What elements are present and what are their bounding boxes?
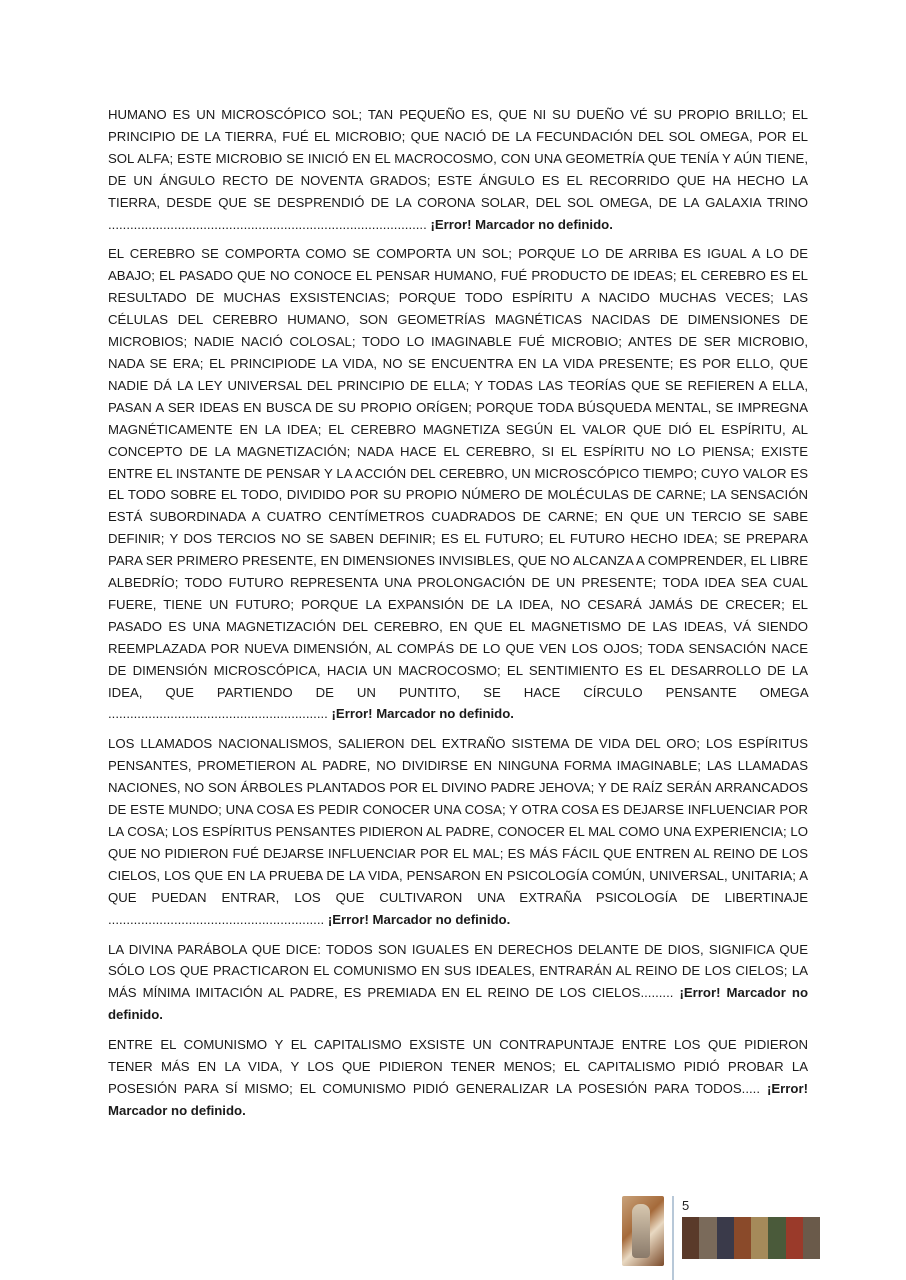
bookmark-error: ¡Error! Marcador no definido. <box>327 911 511 927</box>
dot-leader: ............................................................ <box>108 706 332 722</box>
collage-tile <box>768 1217 785 1259</box>
paragraph-text: ENTRE EL COMUNISMO Y EL CAPITALISMO EXSISTE UN CONTRAPUNTAJE ENTRE LOS QUE PIDIERON TENER MÁS EN LA VIDA, Y LOS QUE PIDIERON TENER MENOS; EL CAPITALISMO PIDIÓ PROBAR LA POSESIÓN PARA SÍ MISMO; EL COMUNISMO PIDIÓ GENERALIZAR LA POSESIÓN PARA TODOS <box>108 1037 808 1096</box>
footer-divider <box>672 1196 674 1280</box>
collage-tile <box>682 1217 699 1259</box>
paragraph-5 <box>108 1034 808 1122</box>
collage-tile <box>699 1217 716 1259</box>
paragraph-text: HUMANO ES UN MICROSCÓPICO SOL; TAN PEQUEÑO ES, QUE NI SU DUEÑO VÉ SU PROPIO BRILLO; EL PRINCIPIO DE LA TIERRA, FUÉ EL MICROBIO; QUE NACIÓ DE LA FECUNDACIÓN DEL SOL OMEGA, POR EL SOL ALFA; ESTE MICROBIO SE INICIÓ EN EL MACROCOSMO, CON UNA GEOMETRÍA QUE TENÍA Y AÚN TIENE, DE UN ÁNGULO RECTO DE NOVENTA GRADOS; ESTE ÁNGULO ES EL RECORRIDO QUE HA HECHO LA TIERRA, DESDE QUE SE DESPRENDIÓ DE LA CORONA SOLAR, DEL SOL OMEGA, DE LA GALAXIA TRINO <box>108 107 808 210</box>
dot-leader: ........................................................... <box>108 911 328 927</box>
document-body <box>108 104 808 1130</box>
paragraph-text: LA DIVINA PARÁBOLA QUE DICE: TODOS SON IGUALES EN DERECHOS DELANTE DE DIOS, SIGNIFICA QUE SÓLO LOS QUE PRACTICARON EL COMUNISMO EN SUS IDEALES, ENTRARÁN AL REINO DE LOS CIELOS; LA MÁS MÍNIMA IMITACIÓN AL PADRE, ES PREMIADA EN EL REINO DE LOS CIELOS <box>108 941 808 1001</box>
footer-figure-image <box>622 1196 664 1266</box>
collage-tile <box>717 1217 734 1259</box>
paragraph-1 <box>108 104 808 235</box>
footer-collage-image <box>682 1217 820 1259</box>
paragraph-text: EL CEREBRO SE COMPORTA COMO SE COMPORTA UN SOL; PORQUE LO DE ARRIBA ES IGUAL A LO DE ABAJO; EL PASADO QUE NO CONOCE EL PENSAR HUMANO, FUÉ PRODUCTO DE IDEAS; EL CEREBRO ES EL RESULTADO DE MUCHAS EXSISTENCIAS; PORQUE TODO ESPÍRITU A NACIDO MUCHAS VECES; LAS CÉLULAS DEL CEREBRO HUMANO, SON GEOMETRÍAS MAGNÉTICAS NACIDAS DE DIMENSIONES DE MICROBIOS; NADIE NACIÓ COLOSAL; TODO LO IMAGINABLE FUÉ MICROBIO; ANTES DE SER MICROBIO, NADA SE ERA; EL PRINCIPIODE LA VIDA, NO SE ENCUENTRA EN LA VIDA PRESENTE; ES POR ELLO, QUE NADIE DÁ LA LEY UNIVERSAL DEL PRINCIPIO DE ELLA; Y TODAS LAS TEORÍAS QUE SE REFIEREN A ELLA, PASAN A SER IDEAS EN BUSCA DE SU PROPIO ORÍGEN; PORQUE TODA BÚSQUEDA MENTAL, SE IMPREGNA MAGNÉTICAMENTE EN LA IDEA; EL CEREBRO MAGNETIZA SEGÚN EL VALOR QUE DIÓ EL ESPÍRITU, AL CONCEPTO DE LA MAGNETIZACIÓN; NADA HACE EL CEREBRO, SI EL ESPÍRITU NO LO PIENSA; EXISTE ENTRE EL INSTANTE DE PENSAR Y LA ACCIÓN DEL CEREBRO, UN MICROSCÓPICO TIEMPO; CUYO VALOR ES EL TODO SOBRE EL TODO, DIVIDIDO POR SU PROPIO NÚMERO DE MOLÉCULAS DE CARNE; LA SENSACIÓN ESTÁ SUBORDINADA A CUATRO CENTÍMETROS CUADRADOS DE CARNE; EN QUE UN TERCIO SE SABE DEFINIR; Y DOS TERCIOS NO SE SABEN DEFINIR; ES EL FUTURO; EL FUTURO HECHO IDEA; SE PREPARA PARA SER PRIMERO PRESENTE, EN DIMENSIONES INVISIBLES, QUE NO ALCANZA A COMPRENDER, EL LIBRE ALBEDRÍO; TODO FUTURO REPRESENTA UNA PROLONGACIÓN DE UN PRESENTE; TODA IDEA SEA CUAL FUERE, TIENE UN FUTURO; PORQUE LA EXPANSIÓN DE LA IDEA, NO CESARÁ JAMÁS DE CRECER; EL PASADO ES UNA MAGNETIZACIÓN DEL CEREBRO, EN QUE EL MAGNETISMO DE LAS IDEAS, VÁ SIENDO REEMPLAZADA POR NUEVA DIMENSIÓN, AL COMPÁS DE LO QUE VEN LOS OJOS; TODA SENSACIÓN NACE DE DIMENSIÓN MICROSCÓPICA, HACIA UN MACROCOSMO; EL SENTIMIENTO ES EL DESARROLLO DE LA IDEA, QUE PARTIENDO DE UN PUNTITO, SE HACE CÍRCULO PENSANTE OMEGA <box>108 246 808 700</box>
figure-silhouette <box>632 1204 650 1258</box>
paragraph-text: LOS LLAMADOS NACIONALISMOS, SALIERON DEL EXTRAÑO SISTEMA DE VIDA DEL ORO; LOS ESPÍRITUS PENSANTES, PROMETIERON AL PADRE, NO DIVIDIRSE EN NINGUNA FORMA IMAGINABLE; LAS LLAMADAS NACIONES, NO SON ÁRBOLES PLANTADOS POR EL DIVINO PADRE JEHOVA; Y DE RAÍZ SERÁN ARRANCADOS DE ESTE MUNDO; UNA COSA ES PEDIR CONOCER UNA COSA; Y OTRA COSA ES DEJARSE INFLUENCIAR POR LA COSA; LOS ESPÍRITUS PENSANTES PIDIERON AL PADRE, CONOCER EL MAL COMO UNA EXPERIENCIA; LO QUE NO PIDIERON FUÉ DEJARSE INFLUENCIAR POR EL MAL; ES MÁS FÁCIL QUE ENTREN AL REINO DE LOS CIELOS, LOS QUE EN LA PRUEBA DE LA VIDA, PENSARON EN PSICOLOGÍA COMÚN, UNIVERSAL, UNITARIA; A QUE PUEDAN ENTRAR, LOS QUE CULTIVARON UNA EXTRAÑA PSICOLOGÍA DE LIBERTINAJE <box>108 736 808 905</box>
bookmark-error: ¡Error! Marcador no definido. <box>331 706 514 722</box>
bookmark-error: ¡Error! Marcador no definido. <box>108 1080 808 1118</box>
collage-tile <box>734 1217 751 1259</box>
collage-tile <box>786 1217 803 1259</box>
dot-leader: ..... <box>741 1080 767 1096</box>
collage-tile <box>751 1217 768 1259</box>
bookmark-error: ¡Error! Marcador no definido. <box>108 985 808 1023</box>
collage-tile <box>803 1217 820 1259</box>
page-number: 5 <box>682 1198 690 1213</box>
paragraph-3 <box>108 733 808 930</box>
dot-leader: ......... <box>640 985 680 1001</box>
bookmark-error: ¡Error! Marcador no definido. <box>430 216 613 232</box>
dot-leader: ....................................................................................... <box>108 216 431 232</box>
paragraph-2 <box>108 243 808 725</box>
paragraph-4 <box>108 939 808 1027</box>
